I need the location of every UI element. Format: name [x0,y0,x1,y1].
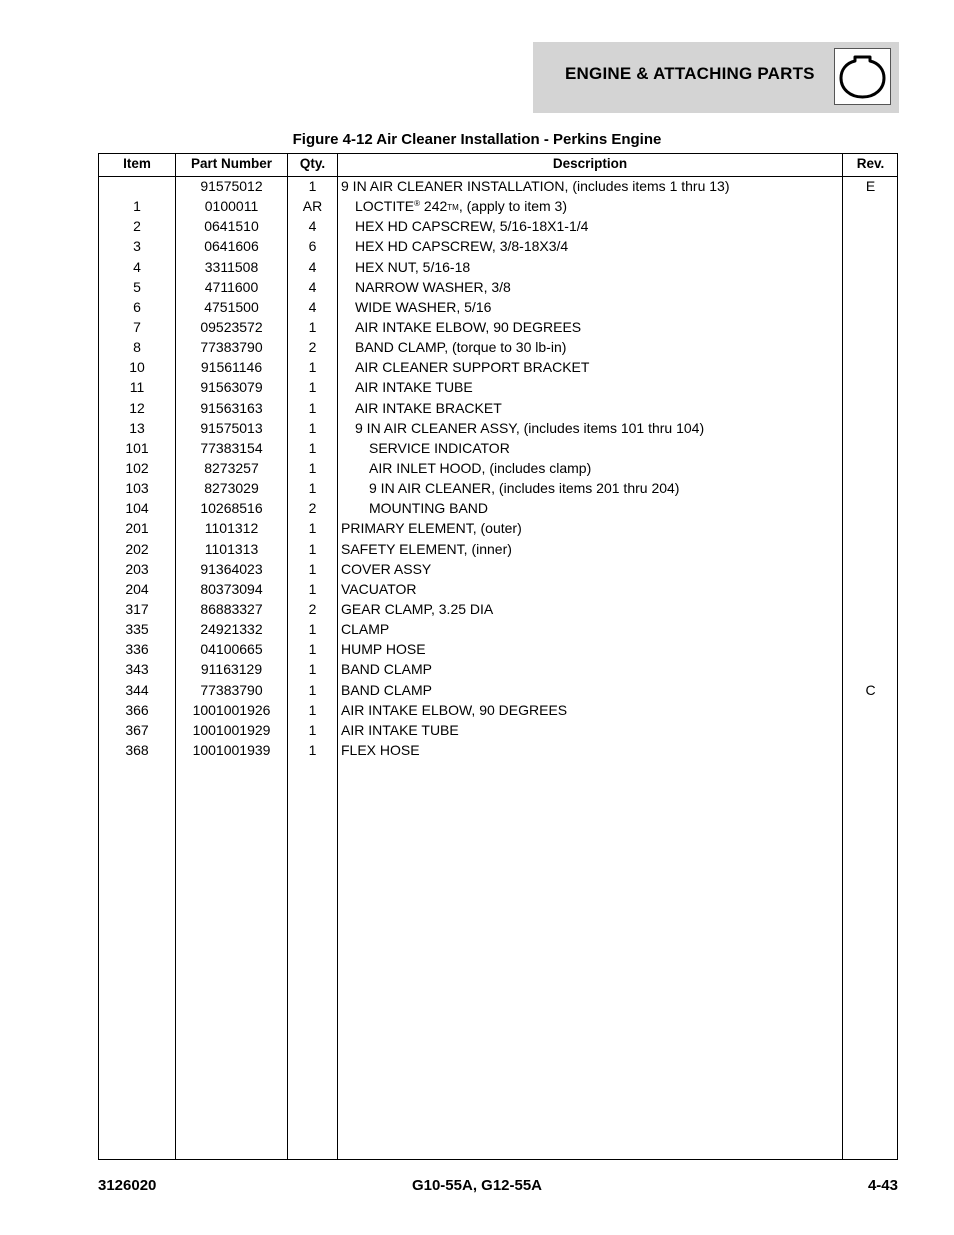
item-number: 13 [129,419,145,436]
description: SAFETY ELEMENT, (inner) [341,540,512,557]
part-number: 91575012 [200,178,263,194]
part-number: 91563163 [200,399,263,416]
table-row [99,439,897,459]
section-title: ENGINE & ATTACHING PARTS [565,64,815,83]
quantity: 1 [308,641,317,658]
item-number: 1 [133,198,141,215]
part-number: 86883327 [200,600,263,617]
quantity: 1 [308,480,317,497]
table-row [99,600,897,620]
revision: C [865,681,876,698]
trademark-mark: TM [447,203,459,213]
quantity: 1 [308,580,317,597]
item-number: 4 [133,258,141,275]
description: AIR CLEANER SUPPORT BRACKET [355,359,590,376]
table-row [99,258,897,278]
quantity: 1 [308,379,317,396]
item-number: 7 [133,318,141,335]
item-number: 317 [125,600,149,617]
item-number: 203 [125,560,149,577]
table-row [99,298,897,318]
item-number: 344 [125,681,149,698]
part-number: 4751500 [204,298,259,315]
part-number: 1001001939 [192,741,271,758]
table-row [99,338,897,358]
description: HEX HD CAPSCREW, 5/16-18X1-1/4 [355,218,589,235]
item-number: 5 [133,278,141,295]
description: BAND CLAMP [341,661,433,678]
quantity: 2 [308,500,317,517]
description-text: LOCTITE [355,198,415,215]
description: AIR INTAKE ELBOW, 90 DEGREES [355,318,582,335]
item-number: 204 [125,580,149,597]
description: AIR INLET HOOD, (includes clamp) [369,459,592,476]
quantity: 1 [308,419,317,436]
quantity: 1 [308,540,317,557]
part-number: 8273029 [204,480,259,497]
item-number: 367 [125,721,149,738]
quantity: 4 [308,278,317,295]
description: AIR INTAKE TUBE [355,379,473,396]
part-number: 80373094 [200,580,263,597]
column-header-rev: Rev. [856,156,885,171]
item-number: 6 [133,298,141,315]
item-number: 336 [125,641,149,658]
item-number: 335 [125,621,149,638]
table-row [99,197,897,217]
description: CLAMP [341,621,390,638]
quantity: 1 [308,721,317,738]
description: AIR INTAKE BRACKET [355,399,502,416]
table-row [99,519,897,539]
table-row [99,540,897,560]
footer-doc-number: 3126020 [98,1177,157,1194]
quantity: 1 [308,520,317,537]
description: 9 IN AIR CLEANER, (includes items 201 thru 204) [369,480,680,497]
description: 9 IN AIR CLEANER ASSY, (includes items 101 thru 104) [355,419,705,436]
description: HEX NUT, 5/16-18 [355,258,471,275]
table-row [99,459,897,479]
table-row [99,499,897,519]
part-number: 24921332 [200,621,263,638]
column-header-part-number: Part Number [190,156,273,171]
description: HEX HD CAPSCREW, 3/8-18X3/4 [355,238,569,255]
column-header-item: Item [123,156,151,171]
part-number: 1001001929 [192,721,271,738]
description: WIDE WASHER, 5/16 [355,298,492,315]
item-number: 10 [129,359,145,376]
item-number: 101 [125,439,149,456]
part-number: 91575013 [200,419,263,436]
description: HUMP HOSE [341,641,426,658]
part-number: 8273257 [204,459,259,476]
quantity: AR [302,198,323,215]
table-row [99,237,897,257]
quantity: 6 [308,238,317,255]
quantity: 4 [308,218,317,235]
item-number: 201 [125,520,149,537]
description: FLEX HOSE [341,741,420,758]
quantity: 1 [308,318,317,335]
item-number: 102 [125,459,149,476]
description: 9 IN AIR CLEANER INSTALLATION, (includes items 1 thru 13) [341,178,730,194]
item-number: 103 [125,480,149,497]
description: VACUATOR [341,580,417,597]
quantity: 2 [308,339,317,356]
table-row [99,278,897,298]
part-number: 77383790 [200,681,263,698]
description-text: , (apply to item 3) [458,198,567,215]
quantity: 1 [308,681,317,698]
revision: E [865,178,876,194]
item-number: 11 [129,379,145,396]
quantity: 4 [308,258,317,275]
footer-page-number: 4-43 [867,1177,898,1194]
description: AIR INTAKE TUBE [341,721,459,738]
part-number: 1001001926 [192,701,271,718]
parts-table [98,153,898,1160]
quantity: 1 [308,701,317,718]
quantity: 4 [308,298,317,315]
table-row [99,479,897,499]
table-row [99,378,897,398]
table-row [99,177,897,197]
part-number: 3311508 [204,258,259,275]
table-body [99,177,897,761]
part-number: 77383790 [200,339,263,356]
table-row [99,681,897,701]
table-row [99,217,897,237]
table-row [99,419,897,439]
item-number: 343 [125,661,149,678]
quantity: 1 [308,661,317,678]
item-number: 366 [125,701,149,718]
part-number: 77383154 [200,439,263,456]
footer-model: G10-55A, G12-55A [411,1177,543,1194]
description: MOUNTING BAND [369,500,488,517]
quantity: 1 [308,621,317,638]
quantity: 1 [308,359,317,376]
item-number: 3 [133,238,141,255]
registered-mark: ® [414,199,421,209]
part-number: 0100011 [204,198,259,215]
engine-icon [834,48,891,105]
figure-title: Figure 4-12 Air Cleaner Installation - Perkins Engine [292,131,662,148]
part-number: 04100665 [200,641,263,658]
quantity: 2 [308,600,317,617]
table-row [99,701,897,721]
table-row [99,721,897,741]
description: PRIMARY ELEMENT, (outer) [341,520,522,537]
quantity: 1 [308,178,317,194]
table-row [99,358,897,378]
description: GEAR CLAMP, 3.25 DIA [341,600,494,617]
part-number: 0641510 [204,218,259,235]
item-number: 2 [133,218,141,235]
table-row [99,640,897,660]
part-number: 1101313 [204,540,259,557]
description: BAND CLAMP [341,681,433,698]
column-header-description: Description [552,156,628,171]
part-number: 10268516 [200,500,263,517]
quantity: 1 [308,439,317,456]
item-number: 8 [133,339,141,356]
description [341,198,567,216]
table-row [99,660,897,680]
part-number: 0641606 [204,238,259,255]
quantity: 1 [308,459,317,476]
description: BAND CLAMP, (torque to 30 lb-in) [355,339,567,356]
description: NARROW WASHER, 3/8 [355,278,511,295]
item-number: 12 [129,399,145,416]
description-text: 242 [420,198,448,215]
part-number: 91561146 [200,359,263,376]
item-number: 104 [125,500,149,517]
table-row [99,560,897,580]
table-row [99,741,897,761]
part-number: 91364023 [200,560,263,577]
item-number: 202 [125,540,149,557]
part-number: 09523572 [200,318,263,335]
part-number: 91563079 [200,379,263,396]
description: SERVICE INDICATOR [369,439,510,456]
column-header-qty: Qty. [299,156,326,171]
description: COVER ASSY [341,560,432,577]
table-row [99,580,897,600]
table-row [99,620,897,640]
section-header [533,42,899,113]
part-number: 91163129 [200,661,263,678]
quantity: 1 [308,741,317,758]
quantity: 1 [308,560,317,577]
part-number: 1101312 [204,520,259,537]
item-number: 368 [125,741,149,758]
table-row [99,318,897,338]
part-number: 4711600 [204,278,259,295]
description: AIR INTAKE ELBOW, 90 DEGREES [341,701,568,718]
table-row [99,399,897,419]
quantity: 1 [308,399,317,416]
